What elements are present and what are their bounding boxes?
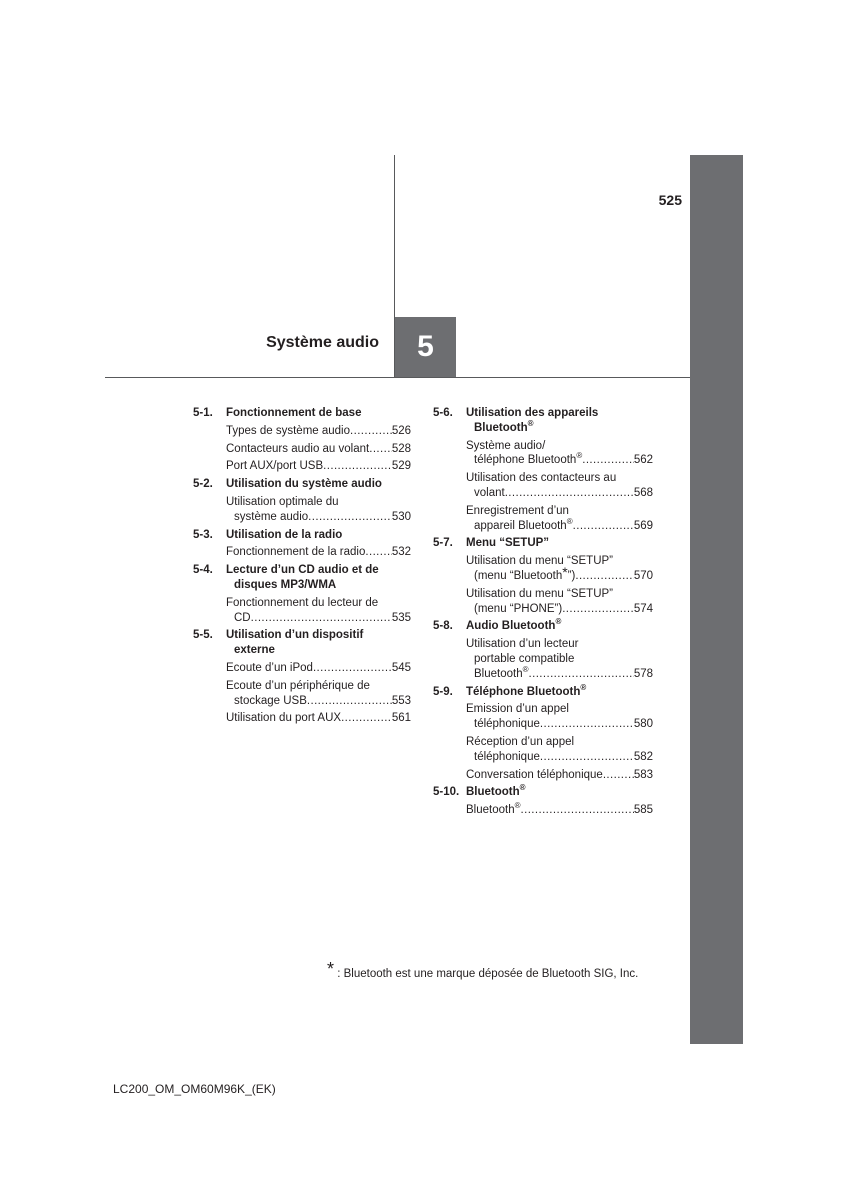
section-title: Menu “SETUP” xyxy=(466,537,550,550)
section-number: 5-3. xyxy=(193,528,213,541)
page-ref: 582 xyxy=(633,750,653,763)
toc-entry[interactable]: Types de système audio ..... 526 xyxy=(193,424,411,439)
page-ref: 528 xyxy=(391,442,411,455)
toc-entry[interactable]: Réception d’un appel téléphonique ..... 582 xyxy=(433,735,653,765)
toc-entry[interactable]: Contacteurs audio au volant ..... 528 xyxy=(193,442,411,457)
page-ref: 562 xyxy=(633,454,653,467)
page-ref: 545 xyxy=(391,661,411,674)
page-ref: 583 xyxy=(633,768,653,781)
section-title: Utilisation des appareils Bluetooth® xyxy=(466,407,599,434)
toc-entry[interactable]: Utilisation du port AUX ..... 561 xyxy=(193,711,411,726)
toc-entry[interactable]: Conversation téléphonique ..... 583 xyxy=(433,768,653,783)
chapter-side-tab xyxy=(690,155,743,1044)
toc-section-5-3[interactable] xyxy=(193,528,411,543)
footnote xyxy=(327,959,667,980)
section-number: 5-1. xyxy=(193,407,213,419)
page-ref: 578 xyxy=(633,667,653,680)
section-number: 5-6. xyxy=(433,407,453,419)
toc-section-5-1[interactable] xyxy=(193,406,411,421)
section-title: Audio Bluetooth® xyxy=(466,617,562,633)
toc-section-5-4[interactable] xyxy=(193,563,411,593)
toc-right-column xyxy=(433,406,653,821)
page-ref: 561 xyxy=(391,712,411,725)
section-number: 5-5. xyxy=(193,629,213,642)
page-ref: 568 xyxy=(633,486,653,499)
page-ref: 530 xyxy=(391,510,411,523)
section-number: 5-9. xyxy=(433,685,453,698)
toc-section-5-10[interactable] xyxy=(433,785,653,800)
section-title: Fonctionnement de base xyxy=(226,407,362,419)
toc-section-5-8[interactable] xyxy=(433,619,653,634)
page-number: 525 xyxy=(658,192,682,208)
toc-entry[interactable]: Utilisation du menu “SETUP” (menu “PHONE”) ..... 574 xyxy=(433,587,653,617)
page-ref: 529 xyxy=(391,460,411,473)
toc-entry[interactable]: Utilisation des contacteurs au volant ..... 568 xyxy=(433,471,653,501)
toc-section-5-5[interactable] xyxy=(193,628,411,658)
toc-entry[interactable]: Utilisation d’un lecteur portable compatible Bluetooth® ..... 578 xyxy=(433,637,653,681)
toc-section-5-6[interactable] xyxy=(433,406,653,436)
page-ref: 585 xyxy=(633,804,653,817)
section-title: Bluetooth® xyxy=(466,783,526,799)
toc-entry[interactable]: Emission d’un appel téléphonique ..... 580 xyxy=(433,702,653,732)
page-ref: 574 xyxy=(633,602,653,615)
section-title: Téléphone Bluetooth® xyxy=(466,682,587,698)
page-ref: 532 xyxy=(391,546,411,559)
section-title: Utilisation du système audio xyxy=(226,478,382,491)
horizontal-rule xyxy=(105,377,690,378)
page-ref: 570 xyxy=(633,569,653,582)
section-title: Utilisation de la radio xyxy=(226,528,343,541)
chapter-number-box: 5 xyxy=(395,317,456,377)
section-title: Lecture d’un CD audio et de disques MP3/WMA xyxy=(226,564,379,591)
document-id: LC200_OM_OM60M96K_(EK) xyxy=(113,1082,276,1096)
toc-entry[interactable]: Ecoute d’un périphérique de stockage USB ..... 553 xyxy=(193,679,411,709)
section-number: 5-2. xyxy=(193,478,213,491)
chapter-title: Système audio xyxy=(266,334,379,351)
toc-entry[interactable]: Fonctionnement du lecteur de CD ..... 535 xyxy=(193,596,411,626)
toc-entry[interactable]: Système audio/ téléphone Bluetooth® ..... 562 xyxy=(433,439,653,469)
page-ref: 526 xyxy=(391,424,411,437)
toc-entry[interactable]: Enregistrement d’un appareil Bluetooth® ..... 569 xyxy=(433,504,653,534)
footnote-marker: * xyxy=(327,959,335,979)
toc-section-5-2[interactable] xyxy=(193,477,411,492)
section-number: 5-7. xyxy=(433,537,453,550)
page-ref: 580 xyxy=(633,718,653,731)
toc-entry[interactable]: Utilisation optimale du système audio ..... 530 xyxy=(193,495,411,525)
section-number: 5-4. xyxy=(193,564,213,577)
page-ref: 535 xyxy=(391,611,411,624)
toc-entry[interactable]: Fonctionnement de la radio ..... 532 xyxy=(193,545,411,560)
footnote-text: : Bluetooth est une marque déposée de Bluetooth SIG, Inc. xyxy=(337,968,639,980)
toc-section-5-9[interactable] xyxy=(433,682,653,700)
section-number: 5-8. xyxy=(433,620,453,633)
page-ref: 553 xyxy=(391,694,411,707)
toc-entry[interactable]: Port AUX/port USB ..... 529 xyxy=(193,459,411,474)
toc-section-5-7[interactable] xyxy=(433,536,653,551)
toc-entry[interactable]: Ecoute d’un iPod ..... 545 xyxy=(193,661,411,676)
toc-left-column xyxy=(193,406,411,729)
page-ref: 569 xyxy=(633,519,653,532)
section-number: 5-10. xyxy=(433,786,460,799)
section-title: Utilisation d’un dispositif externe xyxy=(226,629,364,657)
toc-entry[interactable]: Utilisation du menu “SETUP” (menu “Bluetooth*”) ..... 570 xyxy=(433,554,653,584)
toc-entry[interactable]: Bluetooth® ..... 585 xyxy=(433,803,653,818)
asterisk-marker: * xyxy=(562,563,568,580)
